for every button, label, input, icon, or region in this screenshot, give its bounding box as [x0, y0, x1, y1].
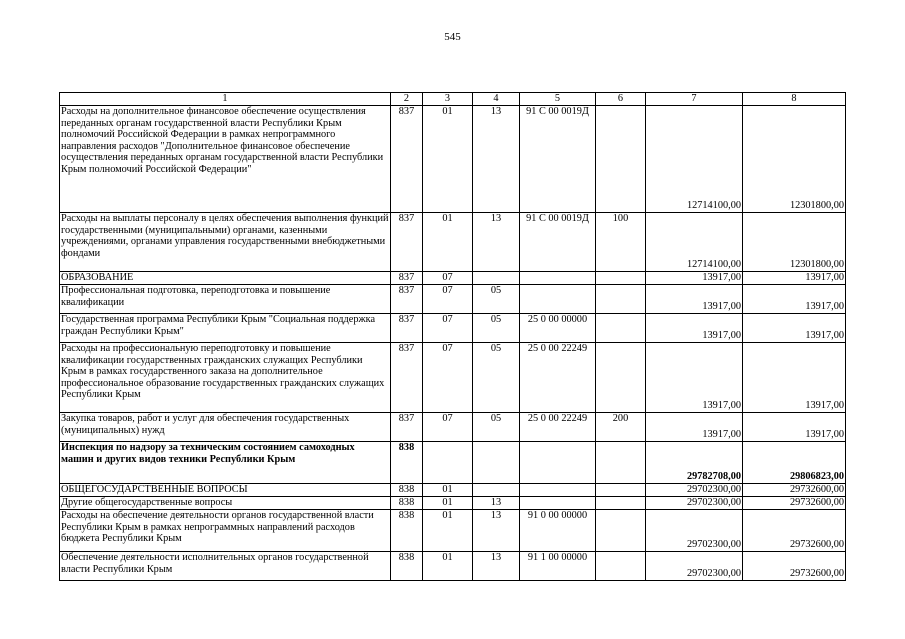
- row-amount-year1-cell: 29702300,00: [646, 497, 743, 510]
- row-subsection-cell: 13: [473, 213, 520, 272]
- row-amount-year1-cell: 13917,00: [646, 272, 743, 285]
- row-name-cell: Обеспечение деятельности исполнительных органов государственной власти Республики Крым: [60, 552, 391, 581]
- row-target-article-cell: [520, 285, 596, 314]
- row-name-cell: Другие общегосударственные вопросы: [60, 497, 391, 510]
- row-section-cell: 07: [423, 285, 473, 314]
- row-section-cell: [423, 442, 473, 484]
- row-target-article-cell: 25 0 00 22249: [520, 413, 596, 442]
- table-row: [60, 497, 846, 510]
- row-name-cell: ОБРАЗОВАНИЕ: [60, 272, 391, 285]
- row-target-article-cell: [520, 497, 596, 510]
- table-row: [60, 413, 846, 442]
- row-amount-year2-cell: 13917,00: [743, 343, 846, 413]
- table-row: [60, 552, 846, 581]
- table-row: [60, 442, 846, 484]
- header-cell-3: 3: [423, 93, 473, 106]
- row-admin-code-cell: 837: [391, 413, 423, 442]
- row-expense-type-cell: [596, 442, 646, 484]
- row-name-cell: Расходы на профессиональную переподготовку и повышение квалификации государственных гражданских служащих Республики Крым в рамках государственного заказа на дополнительное профессиональное образование государственных гражданских служащих Республики Крым: [60, 343, 391, 413]
- row-name-cell: Расходы на дополнительное финансовое обеспечение осуществления переданных органам государственной власти Республики Крым полномочий Российской Федерации в рамках непрограммного направления расходов "Дополнительное финансовое обеспечение осуществления переданных органам государственной власти Республики Крым полномочий Российской Федерации": [60, 106, 391, 213]
- header-cell-2: 2: [391, 93, 423, 106]
- row-amount-year2-cell: 13917,00: [743, 285, 846, 314]
- row-section-cell: 07: [423, 413, 473, 442]
- row-admin-code-cell: 837: [391, 285, 423, 314]
- row-target-article-cell: 25 0 00 00000: [520, 314, 596, 343]
- row-amount-year2-cell: 29732600,00: [743, 552, 846, 581]
- row-subsection-cell: 05: [473, 343, 520, 413]
- row-subsection-cell: [473, 272, 520, 285]
- header-cell-5: 5: [520, 93, 596, 106]
- header-cell-8: 8: [743, 93, 846, 106]
- row-amount-year1-cell: 29702300,00: [646, 552, 743, 581]
- row-amount-year2-cell: 13917,00: [743, 413, 846, 442]
- row-name-cell: Расходы на обеспечение деятельности органов государственной власти Республики Крым в рамках непрограммных направлений расходов бюджета Республики Крым: [60, 510, 391, 552]
- row-admin-code-cell: 837: [391, 343, 423, 413]
- row-subsection-cell: 13: [473, 510, 520, 552]
- row-subsection-cell: [473, 442, 520, 484]
- row-amount-year2-cell: 29732600,00: [743, 484, 846, 497]
- row-expense-type-cell: [596, 484, 646, 497]
- row-subsection-cell: 05: [473, 285, 520, 314]
- row-amount-year2-cell: 29806823,00: [743, 442, 846, 484]
- row-section-cell: 01: [423, 510, 473, 552]
- row-section-cell: 01: [423, 484, 473, 497]
- row-target-article-cell: 91 С 00 0019Д: [520, 106, 596, 213]
- row-subsection-cell: [473, 484, 520, 497]
- row-amount-year2-cell: 13917,00: [743, 272, 846, 285]
- row-admin-code-cell: 837: [391, 314, 423, 343]
- row-expense-type-cell: [596, 285, 646, 314]
- row-expense-type-cell: 200: [596, 413, 646, 442]
- table-row: [60, 106, 846, 213]
- row-section-cell: 07: [423, 343, 473, 413]
- row-expense-type-cell: [596, 343, 646, 413]
- row-name-cell: Инспекция по надзору за техническим состоянием самоходных машин и других видов техники Республики Крым: [60, 442, 391, 484]
- table-row: [60, 314, 846, 343]
- table-row: [60, 484, 846, 497]
- row-amount-year1-cell: 12714100,00: [646, 213, 743, 272]
- row-amount-year2-cell: 29732600,00: [743, 510, 846, 552]
- row-target-article-cell: 91 0 00 00000: [520, 510, 596, 552]
- header-row: [60, 93, 846, 106]
- row-section-cell: 07: [423, 272, 473, 285]
- row-admin-code-cell: 838: [391, 484, 423, 497]
- row-section-cell: 01: [423, 497, 473, 510]
- table-row: [60, 213, 846, 272]
- row-target-article-cell: [520, 484, 596, 497]
- row-name-cell: Закупка товаров, работ и услуг для обеспечения государственных (муниципальных) нужд: [60, 413, 391, 442]
- row-expense-type-cell: 100: [596, 213, 646, 272]
- header-cell-4: 4: [473, 93, 520, 106]
- table-row: [60, 272, 846, 285]
- row-section-cell: 01: [423, 106, 473, 213]
- row-name-cell: ОБЩЕГОСУДАРСТВЕННЫЕ ВОПРОСЫ: [60, 484, 391, 497]
- row-admin-code-cell: 837: [391, 272, 423, 285]
- page-number: 545: [444, 31, 461, 43]
- row-amount-year2-cell: 12301800,00: [743, 106, 846, 213]
- row-name-cell: Государственная программа Республики Крым "Социальная поддержка граждан Республики Крым": [60, 314, 391, 343]
- row-target-article-cell: 91 С 00 0019Д: [520, 213, 596, 272]
- row-target-article-cell: [520, 442, 596, 484]
- row-subsection-cell: 13: [473, 106, 520, 213]
- row-amount-year2-cell: 12301800,00: [743, 213, 846, 272]
- row-amount-year1-cell: 29702300,00: [646, 484, 743, 497]
- row-amount-year1-cell: 12714100,00: [646, 106, 743, 213]
- row-amount-year1-cell: 13917,00: [646, 285, 743, 314]
- header-cell-1: 1: [60, 93, 391, 106]
- row-expense-type-cell: [596, 510, 646, 552]
- row-target-article-cell: [520, 272, 596, 285]
- header-cell-7: 7: [646, 93, 743, 106]
- row-section-cell: 01: [423, 552, 473, 581]
- row-amount-year1-cell: 13917,00: [646, 343, 743, 413]
- row-expense-type-cell: [596, 272, 646, 285]
- row-amount-year1-cell: 29702300,00: [646, 510, 743, 552]
- row-expense-type-cell: [596, 314, 646, 343]
- row-amount-year1-cell: 29782708,00: [646, 442, 743, 484]
- row-subsection-cell: 13: [473, 497, 520, 510]
- row-name-cell: Профессиональная подготовка, переподготовка и повышение квалификации: [60, 285, 391, 314]
- row-subsection-cell: 05: [473, 314, 520, 343]
- row-section-cell: 07: [423, 314, 473, 343]
- row-admin-code-cell: 838: [391, 552, 423, 581]
- row-target-article-cell: 25 0 00 22249: [520, 343, 596, 413]
- row-admin-code-cell: 838: [391, 442, 423, 484]
- row-admin-code-cell: 838: [391, 497, 423, 510]
- row-subsection-cell: 05: [473, 413, 520, 442]
- row-amount-year1-cell: 13917,00: [646, 314, 743, 343]
- row-expense-type-cell: [596, 106, 646, 213]
- row-name-cell: Расходы на выплаты персоналу в целях обеспечения выполнения функций государственными (муниципальными) органами, казенными учреждениями, органами управления государственными внебюджетными фондами: [60, 213, 391, 272]
- row-expense-type-cell: [596, 552, 646, 581]
- row-amount-year1-cell: 13917,00: [646, 413, 743, 442]
- row-amount-year2-cell: 29732600,00: [743, 497, 846, 510]
- row-expense-type-cell: [596, 497, 646, 510]
- row-admin-code-cell: 837: [391, 213, 423, 272]
- table-row: [60, 285, 846, 314]
- row-admin-code-cell: 838: [391, 510, 423, 552]
- budget-table: [59, 92, 846, 581]
- row-admin-code-cell: 837: [391, 106, 423, 213]
- row-section-cell: 01: [423, 213, 473, 272]
- table-row: [60, 510, 846, 552]
- row-target-article-cell: 91 1 00 00000: [520, 552, 596, 581]
- row-amount-year2-cell: 13917,00: [743, 314, 846, 343]
- header-cell-6: 6: [596, 93, 646, 106]
- row-subsection-cell: 13: [473, 552, 520, 581]
- table-row: [60, 343, 846, 413]
